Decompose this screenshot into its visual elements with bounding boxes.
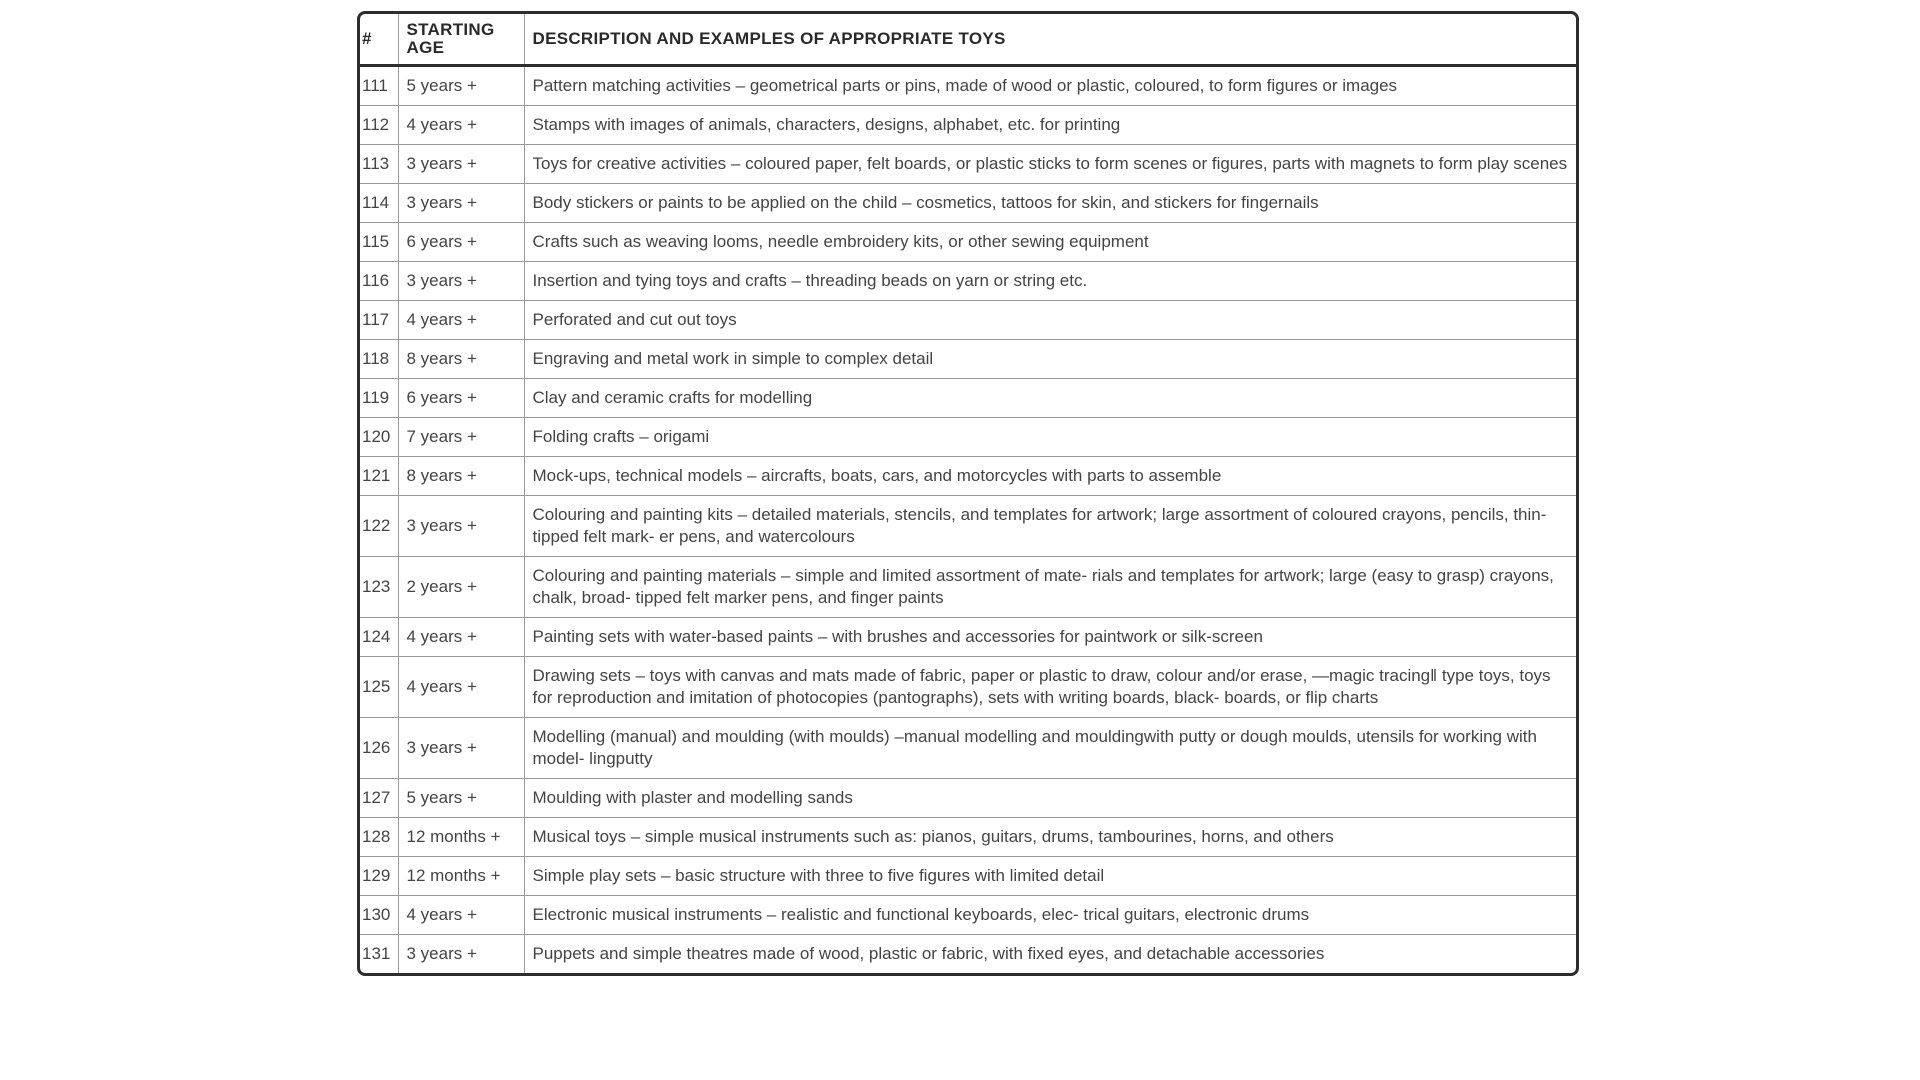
row-description: Body stickers or paints to be applied on the child – cosmetics, tattoos for skin, and stickers for fingernails xyxy=(524,184,1576,223)
row-description: Colouring and painting kits – detailed materials, stencils, and templates for artwork; large assortment of coloured crayons, pencils, thin-tipped felt mark- er pens, and watercolours xyxy=(524,496,1576,557)
row-number: 116 xyxy=(360,262,398,301)
row-starting-age: 4 years + xyxy=(398,896,524,935)
row-number: 113 xyxy=(360,145,398,184)
table-row xyxy=(360,418,1576,457)
row-number: 125 xyxy=(360,657,398,718)
row-starting-age: 4 years + xyxy=(398,618,524,657)
row-starting-age: 8 years + xyxy=(398,340,524,379)
table-row xyxy=(360,223,1576,262)
row-description: Perforated and cut out toys xyxy=(524,301,1576,340)
row-description: Pattern matching activities – geometrical parts or pins, made of wood or plastic, coloured, to form figures or images xyxy=(524,66,1576,106)
table-row xyxy=(360,557,1576,618)
row-number: 127 xyxy=(360,779,398,818)
row-starting-age: 12 months + xyxy=(398,818,524,857)
row-description: Drawing sets – toys with canvas and mats made of fabric, paper or plastic to draw, colour and/or erase, ―magic tracing‖ type toys, toys for reproduction and imitation of photocopies (pantographs), sets with writing boards, black- boards, or flip charts xyxy=(524,657,1576,718)
row-description: Modelling (manual) and moulding (with moulds) –manual modelling and mouldingwith putty or dough moulds, utensils for working with model- lingputty xyxy=(524,718,1576,779)
row-description: Clay and ceramic crafts for modelling xyxy=(524,379,1576,418)
toy-age-table xyxy=(357,11,1579,976)
row-starting-age: 2 years + xyxy=(398,557,524,618)
row-number: 119 xyxy=(360,379,398,418)
table-row xyxy=(360,857,1576,896)
row-starting-age: 5 years + xyxy=(398,779,524,818)
row-description: Colouring and painting materials – simple and limited assortment of mate- rials and templates for artwork; large (easy to grasp) crayons, chalk, broad- tipped felt marker pens, and finger paints xyxy=(524,557,1576,618)
row-starting-age: 3 years + xyxy=(398,145,524,184)
table-row xyxy=(360,496,1576,557)
table-row xyxy=(360,718,1576,779)
table-row xyxy=(360,184,1576,223)
row-number: 130 xyxy=(360,896,398,935)
table-body xyxy=(360,66,1576,974)
row-number: 112 xyxy=(360,106,398,145)
row-description: Engraving and metal work in simple to complex detail xyxy=(524,340,1576,379)
row-starting-age: 6 years + xyxy=(398,379,524,418)
row-description: Mock-ups, technical models – aircrafts, boats, cars, and motorcycles with parts to assemble xyxy=(524,457,1576,496)
row-number: 128 xyxy=(360,818,398,857)
row-starting-age: 6 years + xyxy=(398,223,524,262)
header-starting-age: STARTING AGE xyxy=(398,14,524,66)
table-row xyxy=(360,618,1576,657)
row-number: 120 xyxy=(360,418,398,457)
row-number: 129 xyxy=(360,857,398,896)
table-row xyxy=(360,301,1576,340)
row-starting-age: 3 years + xyxy=(398,262,524,301)
row-starting-age: 5 years + xyxy=(398,66,524,106)
header-row xyxy=(360,14,1576,66)
row-description: Puppets and simple theatres made of wood, plastic or fabric, with fixed eyes, and detachable accessories xyxy=(532,944,1325,963)
row-description: Insertion and tying toys and crafts – threading beads on yarn or string etc. xyxy=(524,262,1576,301)
row-number: 121 xyxy=(360,457,398,496)
row-description: Folding crafts – origami xyxy=(524,418,1576,457)
row-number: 131 xyxy=(360,935,398,974)
table-row xyxy=(360,818,1576,857)
row-starting-age: 4 years + xyxy=(398,106,524,145)
row-starting-age: 4 years + xyxy=(398,301,524,340)
row-description: Musical toys – simple musical instruments such as: pianos, guitars, drums, tambourines, horns, and others xyxy=(524,818,1576,857)
table-row xyxy=(360,379,1576,418)
table-row xyxy=(360,657,1576,718)
row-number: 122 xyxy=(360,496,398,557)
table-row xyxy=(360,457,1576,496)
row-number: 123 xyxy=(360,557,398,618)
row-starting-age: 3 years + xyxy=(398,496,524,557)
row-number: 114 xyxy=(360,184,398,223)
row-starting-age: 3 years + xyxy=(398,935,524,974)
row-number: 117 xyxy=(360,301,398,340)
table-row xyxy=(360,66,1576,106)
row-number: 124 xyxy=(360,618,398,657)
row-description: Painting sets with water-based paints – with brushes and accessories for paintwork or silk-screen xyxy=(524,618,1576,657)
row-description: Crafts such as weaving looms, needle embroidery kits, or other sewing equipment xyxy=(524,223,1576,262)
table-row xyxy=(360,145,1576,184)
row-number: 111 xyxy=(360,66,398,106)
table-row xyxy=(360,262,1576,301)
row-starting-age: 7 years + xyxy=(398,418,524,457)
row-description: Stamps with images of animals, characters, designs, alphabet, etc. for printing xyxy=(524,106,1576,145)
table-row xyxy=(360,935,1576,974)
row-starting-age: 3 years + xyxy=(398,184,524,223)
row-description: Electronic musical instruments – realistic and functional keyboards, elec- trical guitars, electronic drums xyxy=(524,896,1576,935)
row-number: 126 xyxy=(360,718,398,779)
table-row xyxy=(360,106,1576,145)
header-number: # xyxy=(360,14,398,66)
header-description: DESCRIPTION AND EXAMPLES OF APPROPRIATE TOYS xyxy=(524,14,1576,66)
row-starting-age: 4 years + xyxy=(398,657,524,718)
row-starting-age: 3 years + xyxy=(398,718,524,779)
table-row xyxy=(360,779,1576,818)
table xyxy=(360,14,1576,973)
row-number: 115 xyxy=(360,223,398,262)
row-description: Toys for creative activities – coloured paper, felt boards, or plastic sticks to form scenes or figures, parts with magnets to form play scenes xyxy=(524,145,1576,184)
row-description: Moulding with plaster and modelling sands xyxy=(524,779,1576,818)
table-row xyxy=(360,340,1576,379)
row-number: 118 xyxy=(360,340,398,379)
row-starting-age: 8 years + xyxy=(398,457,524,496)
row-starting-age: 12 months + xyxy=(398,857,524,896)
table-row xyxy=(360,896,1576,935)
row-description: Simple play sets – basic structure with three to five figures with limited detail xyxy=(524,857,1576,896)
